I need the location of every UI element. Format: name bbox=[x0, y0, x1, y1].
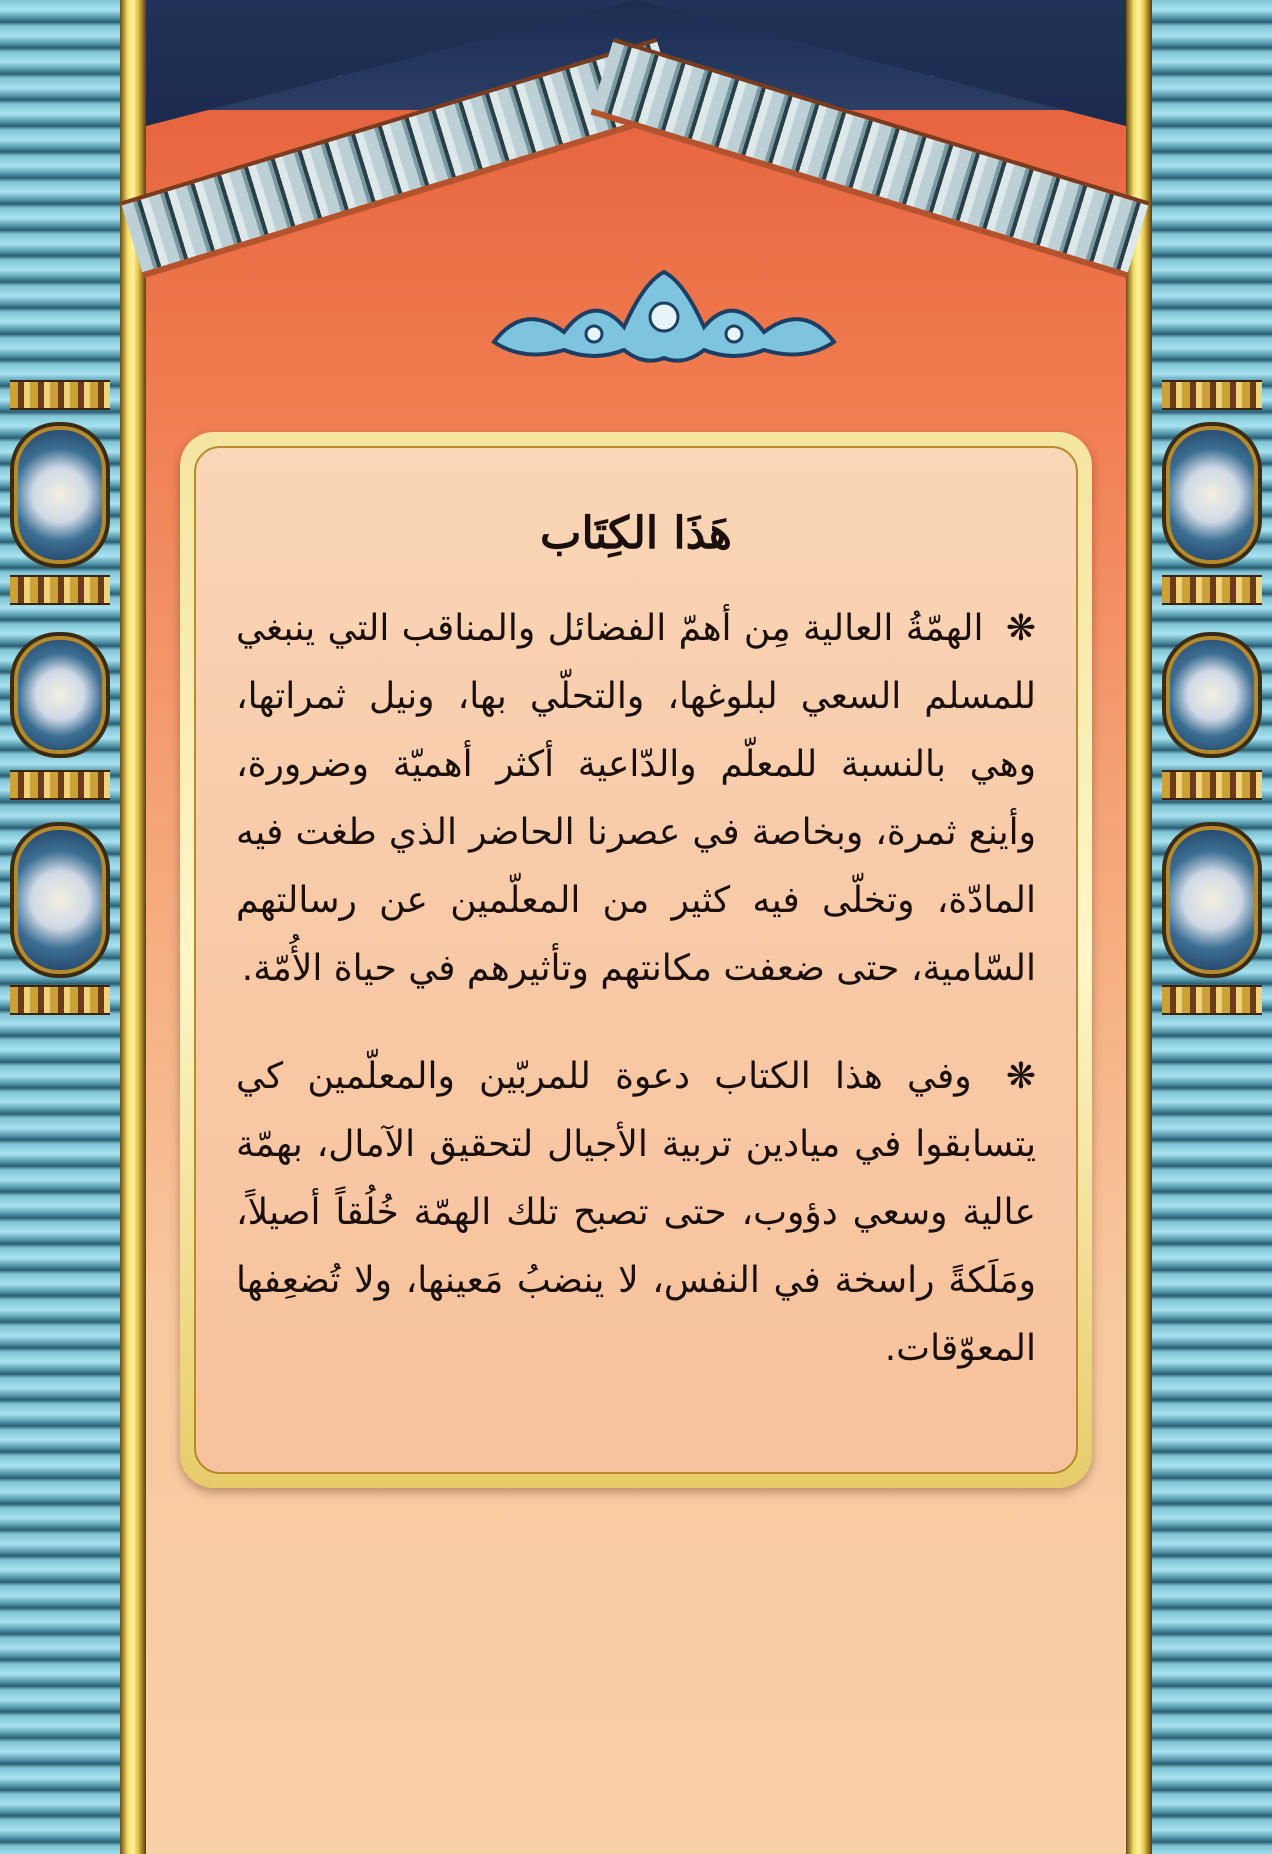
floral-ornament-icon bbox=[484, 262, 844, 372]
column-band bbox=[1162, 985, 1262, 1015]
column-band bbox=[10, 575, 110, 605]
bullet-star-icon: ❋ bbox=[1005, 608, 1036, 649]
right-decorative-column bbox=[1152, 0, 1272, 1854]
left-gold-border bbox=[120, 0, 146, 1854]
paragraph-1 bbox=[236, 595, 1036, 1003]
text-panel bbox=[180, 432, 1092, 1488]
column-jewel bbox=[1170, 640, 1254, 750]
column-band bbox=[10, 985, 110, 1015]
column-jewel bbox=[1170, 830, 1254, 970]
paragraph-2 bbox=[236, 1043, 1036, 1383]
page-title: هَذَا الكِتَاب bbox=[540, 508, 732, 559]
column-jewel bbox=[1170, 430, 1254, 560]
paragraph-text: وفي هذا الكتاب دعوة للمربّين والمعلّمين كي يتسابقوا في ميادين تربية الأجيال لتحقيق الآمال، بهمّة عالية وسعي دؤوب، حتى تصبح تلك الهمّة خُلُقاً أصيلاً، ومَلَكةً راسخة في النفس، لا ينضبُ مَعينها، ولا تُضعِفها المعوّقات. bbox=[236, 1056, 1036, 1369]
column-band bbox=[1162, 380, 1262, 410]
column-band bbox=[10, 380, 110, 410]
column-jewel bbox=[18, 830, 102, 970]
bullet-star-icon: ❋ bbox=[1005, 1056, 1036, 1097]
column-band bbox=[1162, 575, 1262, 605]
column-band bbox=[1162, 770, 1262, 800]
left-decorative-column bbox=[0, 0, 120, 1854]
column-jewel bbox=[18, 640, 102, 750]
column-jewel bbox=[18, 430, 102, 560]
text-panel-inner bbox=[194, 446, 1078, 1474]
panel-content bbox=[236, 508, 1036, 1423]
paragraph-text: الهمّةُ العالية مِن أهمّ الفضائل والمناقب التي ينبغي للمسلم السعي لبلوغها، والتحلّي بها، ونيل ثمراتها، وهي بالنسبة للمعلّم والدّاعية أكثر أهميّة وضرورة، وأينع ثمرة، وبخاصة في عصرنا الحاضر الذي طغت فيه المادّة، وتخلّى فيه كثير من المعلّمين عن رسالتهم السّامية، حتى ضعفت مكانتهم وتأثيرهم في حياة الأُمّة. bbox=[236, 608, 1036, 989]
column-band bbox=[10, 770, 110, 800]
right-gold-border bbox=[1126, 0, 1152, 1854]
